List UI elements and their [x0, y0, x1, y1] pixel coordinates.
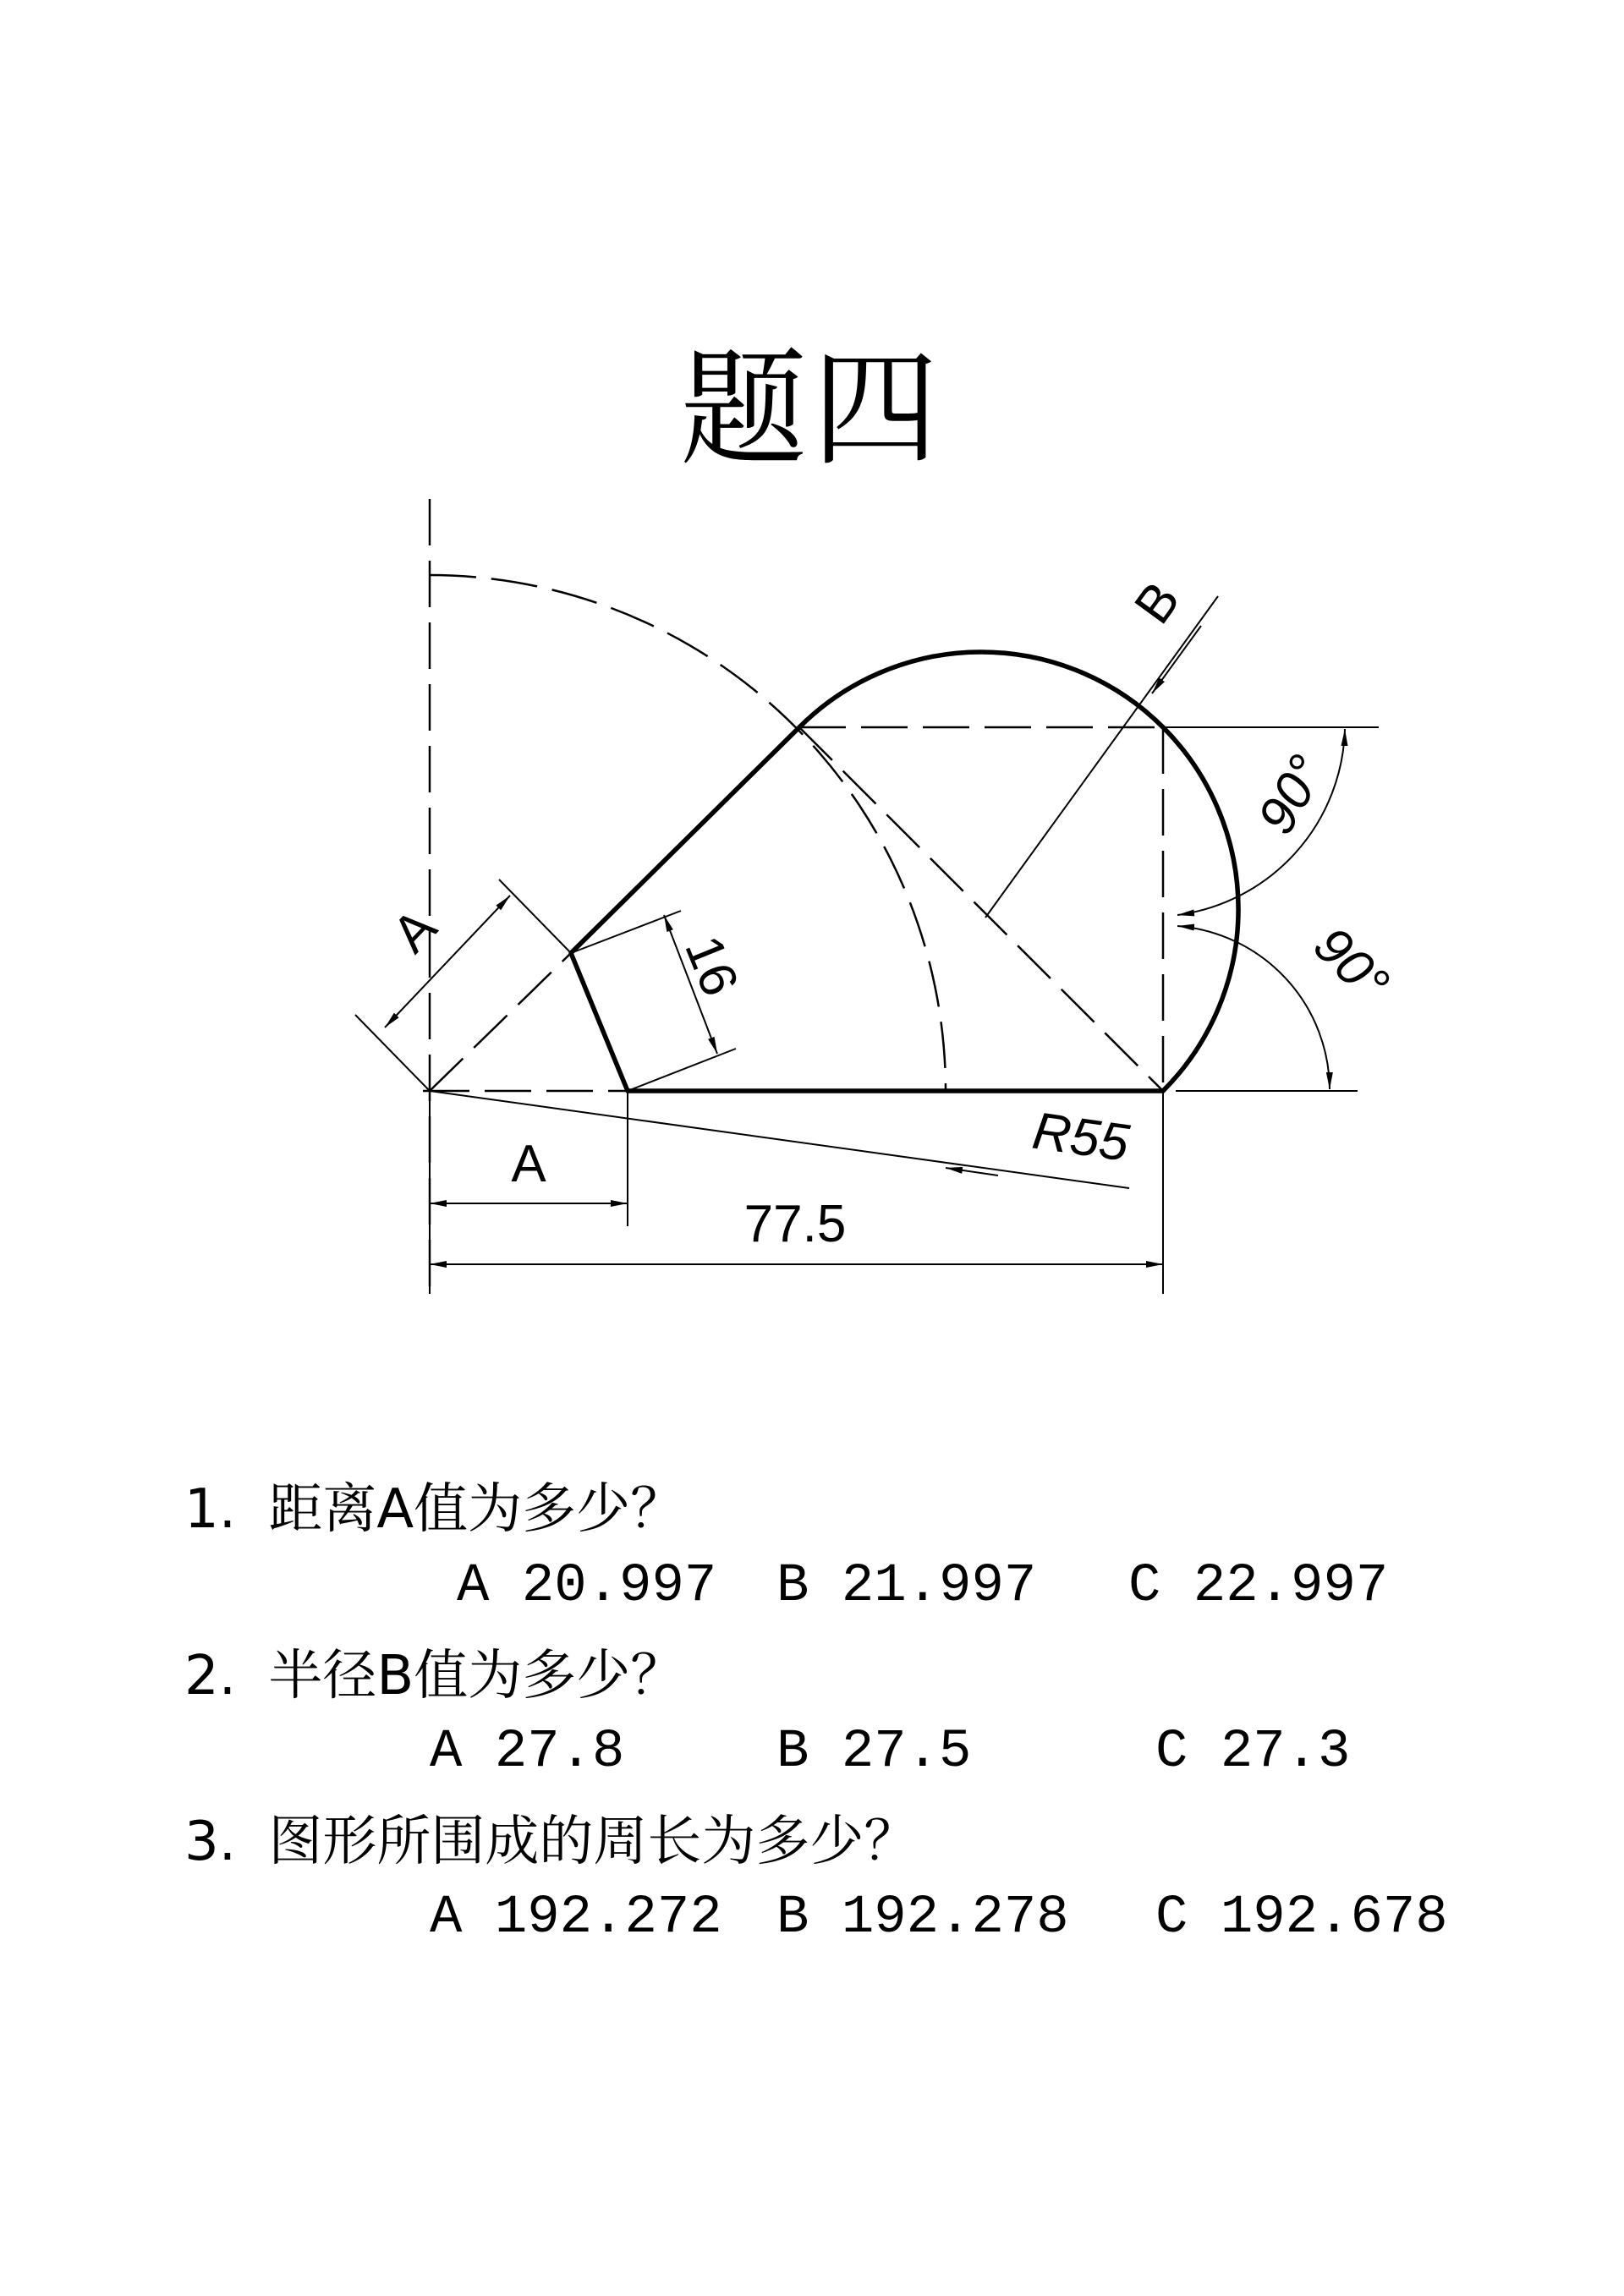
diagonal-centerline — [799, 727, 1163, 1091]
ext-a-top-1 — [499, 879, 571, 953]
question-1-text: 距离A值为多少？ — [268, 1478, 685, 1541]
label-angle-bottom: 90° — [1302, 915, 1401, 1014]
label-b: B — [1123, 571, 1192, 634]
question-2-option-c: C 27.3 — [1155, 1722, 1351, 1783]
label-r55: R55 — [1029, 1101, 1133, 1173]
question-2 — [184, 1642, 684, 1710]
question-1-option-b: B 21.997 — [776, 1556, 1037, 1617]
label-angle-top: 90° — [1246, 745, 1337, 844]
label-a-horizontal: A — [511, 1135, 546, 1193]
b-arrow — [1152, 626, 1201, 693]
question-2-option-a: A 27.8 — [430, 1722, 625, 1783]
page-title: 题四 — [679, 337, 944, 484]
question-1-option-a: A 20.997 — [457, 1556, 717, 1617]
b-leader — [985, 596, 1218, 918]
label-16: 16 — [673, 928, 749, 1005]
ext-a-top-2 — [355, 1015, 430, 1091]
ext-16-2 — [628, 1049, 736, 1091]
question-3-option-b: B 192.278 — [776, 1888, 1069, 1948]
question-3-option-a: A 192.272 — [430, 1888, 722, 1948]
label-a-diagonal: A — [381, 897, 448, 964]
question-3 — [184, 1808, 918, 1876]
label-77-5: 77.5 — [743, 1195, 847, 1253]
shape-outline — [571, 652, 1238, 1091]
question-2-option-b: B 27.5 — [776, 1722, 972, 1783]
question-2-text: 半径B值为多少？ — [268, 1645, 685, 1707]
dashed-arc-r55 — [430, 575, 946, 1091]
question-1-option-c: C 22.997 — [1128, 1556, 1389, 1617]
question-3-number: 3. — [184, 1811, 237, 1873]
question-3-option-c: C 192.678 — [1155, 1888, 1448, 1948]
question-3-text: 图形所围成的周长为多少？ — [268, 1811, 919, 1873]
question-1 — [184, 1476, 684, 1543]
question-2-number: 2. — [184, 1645, 237, 1707]
question-1-number: 1. — [184, 1478, 237, 1541]
origin-diagonal-centerline — [430, 953, 571, 1091]
angle-arc-bottom — [1177, 926, 1330, 1089]
